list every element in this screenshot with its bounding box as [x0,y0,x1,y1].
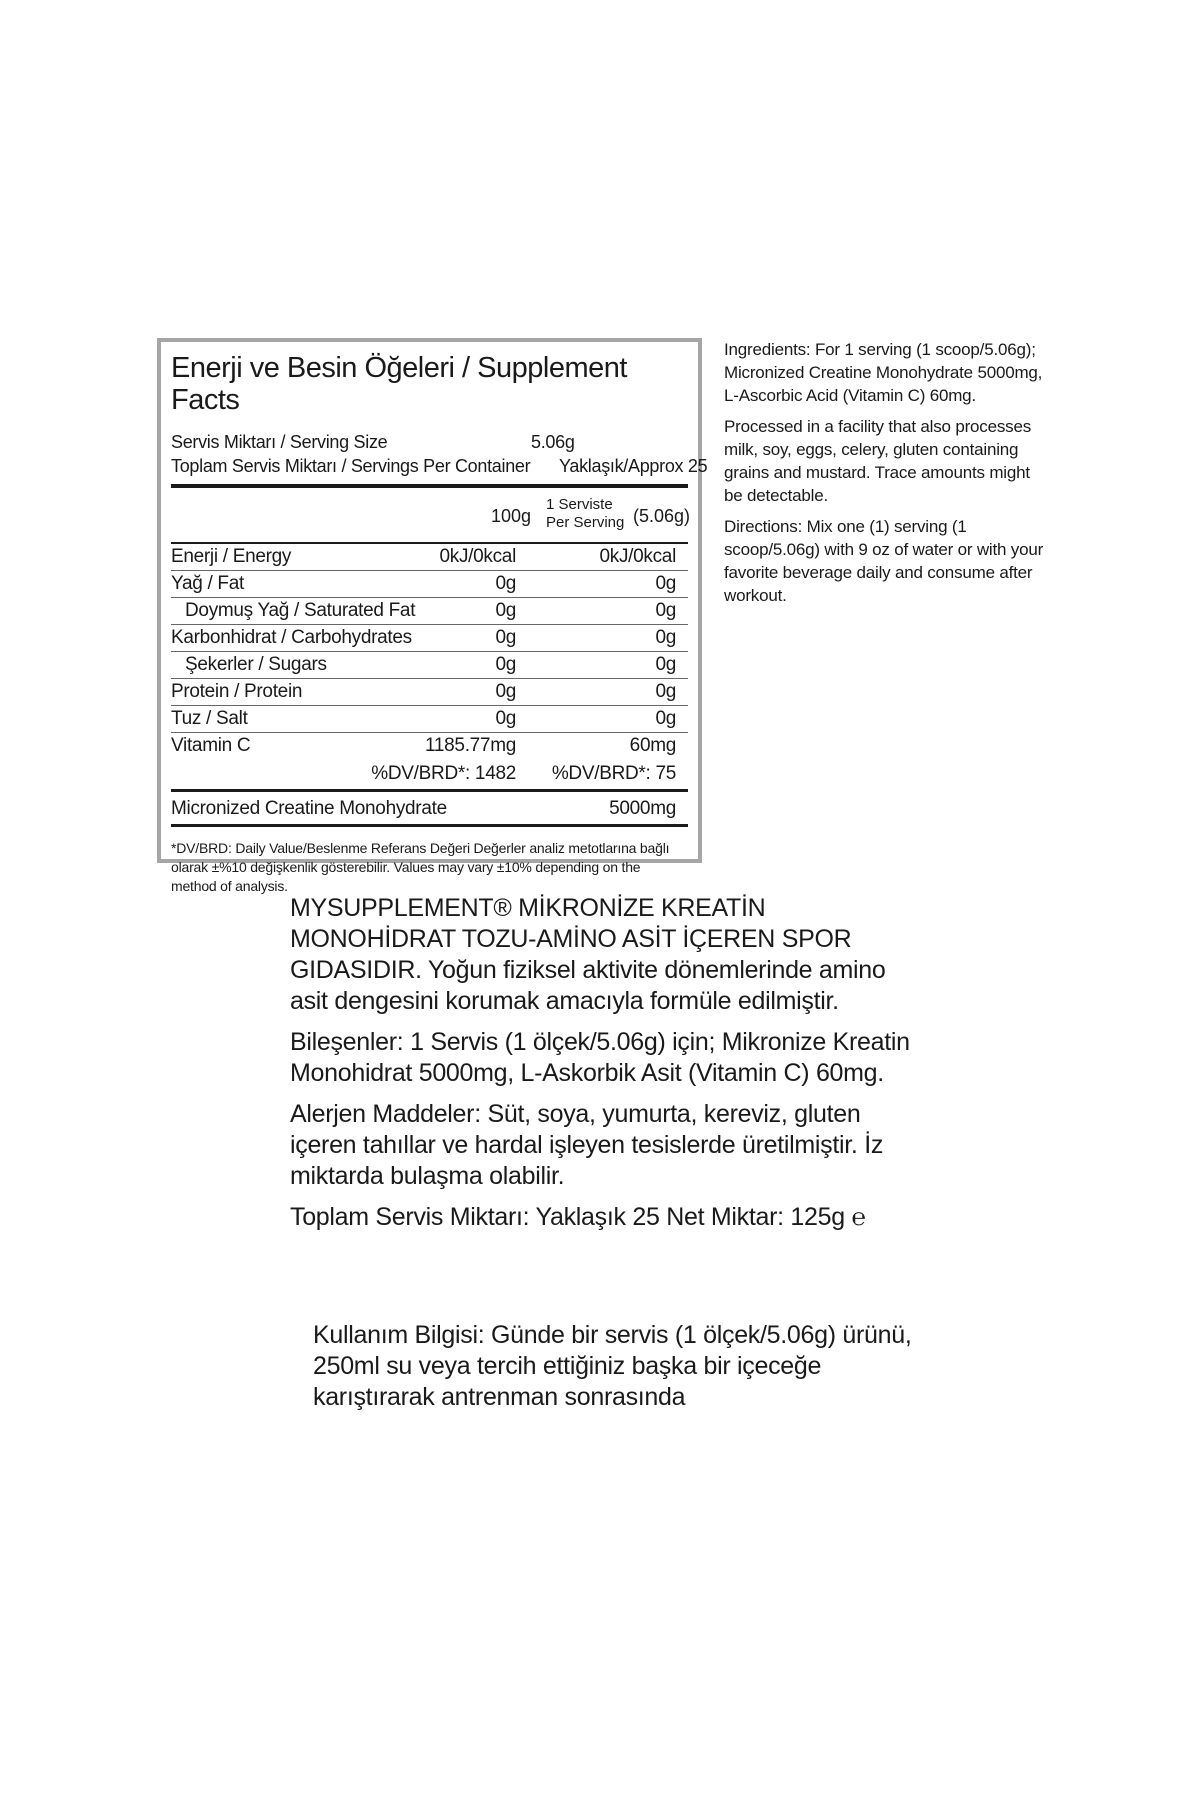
nutrient-name: Şekerler / Sugars [185,654,327,675]
col-serving-line1: 1 Serviste [546,496,613,513]
nutrient-value-serving: 0kJ/0kcal [599,546,676,567]
column-header [171,488,691,542]
serving-size-label: Servis Miktarı / Serving Size [171,432,388,452]
serving-size-value: 5.06g [531,432,575,452]
nutrient-value-100g: 0g [495,708,516,729]
servings-per-container-line [171,454,708,478]
turkish-info-block [290,893,910,1243]
nutrient-name: Vitamin C [171,735,251,756]
nutrient-value-100g: 1185.77mg [425,735,516,756]
dv-value-serving: %DV/BRD*: 75 [551,763,676,784]
nutrient-value-100g: 0g [495,627,516,648]
facts-title: Enerji ve Besin Öğeleri / Supplement Facts [171,352,627,416]
dv-value-100g: %DV/BRD*: 1482 [371,763,516,784]
col-100g-header: 100g [491,506,532,526]
nutrient-name: Yağ / Fat [171,573,244,594]
servings-per-container-value: Yaklaşık/Approx 25 [559,456,708,476]
serving-size-line [171,430,688,454]
turkish-intro: MYSUPPLEMENT® MİKRONİZE KREATİN MONOHİDRAT TOZU-AMİNO ASİT İÇEREN SPOR GIDASIDIR. Yoğun fiziksel aktivite dönemlerinde amino asit dengesini korumak amacıyla formüle edilmiştir. [290,894,886,1015]
english-info-column [724,338,1044,615]
col-serving-size: (5.06g) [633,506,691,526]
col-serving-line2: Per Serving [546,514,625,531]
supplement-facts-panel [157,338,708,894]
dv-footnote: *DV/BRD: Daily Value/Beslenme Referans Değeri Değerler analiz metotlarına bağlı olarak ±%10 değişkenlik gösterebilir. Values may vary ±10% depending on the method of analysis. [171,840,670,894]
nutrient-row-energy [171,544,688,571]
nutrient-value-100g: 0g [495,573,516,594]
nutrient-row-salt [171,706,688,733]
nutrient-row-saturated-fat [171,598,688,625]
nutrient-row-fat [171,571,688,598]
nutrient-value-serving: 60mg [629,735,676,756]
turkish-net-quantity-line [290,1202,910,1233]
turkish-ingredients: Bileşenler: 1 Servis (1 ölçek/5.06g) için; Mikronize Kreatin Monohidrat 5000mg, L-Askorbik Asit (Vitamin C) 60mg. [290,1028,910,1087]
col-serving-header [546,496,624,532]
turkish-usage-block [313,1320,913,1413]
creatine-label: Micronized Creatine Monohydrate [171,798,447,819]
nutrient-value-serving: 0g [655,681,676,702]
turkish-allergen-notice: Alerjen Maddeler: Süt, soya, yumurta, kereviz, gluten içeren tahıllar ve hardal işleyen tesislerde üretilmiştir. İz miktarda bulaşma olabilir. [290,1100,884,1190]
nutrient-value-serving: 0g [655,708,676,729]
english-ingredients: Ingredients: For 1 serving (1 scoop/5.06g); Micronized Creatine Monohydrate 5000mg, L-Ascorbic Acid (Vitamin C) 60mg. [724,340,1043,405]
english-directions: Directions: Mix one (1) serving (1 scoop/5.06g) with 9 oz of water or with your favorite beverage daily and consume after workout. [724,517,1044,605]
nutrient-row-protein [171,679,688,706]
nutrient-row-sugars [171,652,688,679]
nutrient-row-vitamin-c [171,733,688,759]
nutrient-name: Tuz / Salt [171,708,248,729]
servings-per-container-label: Toplam Servis Miktarı / Servings Per Container [171,456,531,476]
nutrient-value-100g: 0kJ/0kcal [439,546,516,567]
nutrient-name: Karbonhidrat / Carbohydrates [171,627,412,648]
english-allergen-notice: Processed in a facility that also processes milk, soy, eggs, celery, gluten containing grains and mustard. Trace amounts might be detectable. [724,417,1031,505]
nutrient-name: Enerji / Energy [171,546,292,567]
nutrient-value-serving: 0g [655,600,676,621]
turkish-net-quantity: Toplam Servis Miktarı: Yaklaşık 25 Net Miktar: 125g [290,1203,845,1231]
creatine-value: 5000mg [609,798,676,819]
nutrient-row-carbohydrates [171,625,688,652]
nutrient-value-serving: 0g [655,654,676,675]
creatine-row [171,789,688,827]
vitamin-c-dv-row [171,759,688,789]
nutrient-value-100g: 0g [495,654,516,675]
nutrient-name: Protein / Protein [171,681,303,702]
turkish-usage: Kullanım Bilgisi: Günde bir servis (1 ölçek/5.06g) ürünü, 250ml su veya tercih ettiğiniz başka bir içeceğe karıştırarak antrenman sonrasında [313,1321,912,1411]
nutrient-value-serving: 0g [655,627,676,648]
nutrient-value-100g: 0g [495,600,516,621]
nutrient-value-100g: 0g [495,681,516,702]
nutrient-value-serving: 0g [655,573,676,594]
estimated-sign-icon: ℮ [851,1203,866,1231]
nutrient-name: Doymuş Yağ / Saturated Fat [185,600,416,621]
